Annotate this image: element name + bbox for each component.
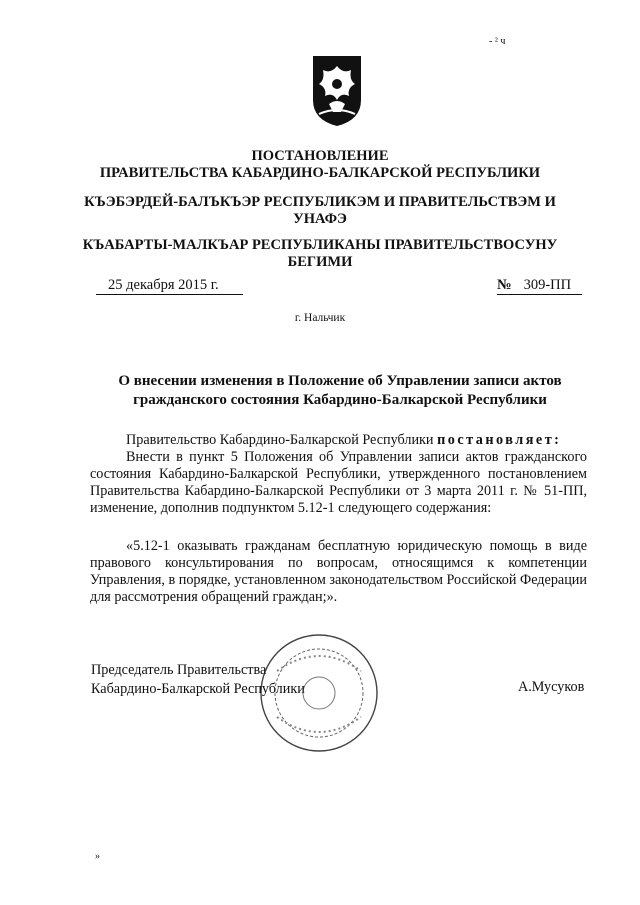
decree-word: постановляет: bbox=[437, 432, 562, 448]
document-city: г. Нальчик bbox=[294, 312, 346, 324]
quoted-subparagraph: «5.12-1 оказывать гражданам бесплатную юридическую помощь в виде правового консультирования по вопросам, относящимся к компетенции Управления, в порядке, установленном законодательством Российской Федерации для рассмотрения обращений граждан;». bbox=[90, 538, 587, 605]
kbr-coat-of-arms-icon bbox=[311, 54, 363, 128]
document-title: О внесении изменения в Положение об Управлении записи актов гражданского состояния Кабардино-Балкарской Республики bbox=[118, 373, 562, 408]
number-sign: № bbox=[497, 277, 512, 293]
document-date: 25 декабря 2015 г. bbox=[96, 277, 243, 295]
document-number bbox=[497, 277, 582, 295]
document-type: ПОСТАНОВЛЕНИЕ bbox=[251, 148, 389, 164]
scan-mark-bottom: » bbox=[95, 851, 100, 862]
signatory-position: Председатель Правительства Кабардино-Балкарской Республики bbox=[91, 662, 305, 697]
government-name-ru: ПРАВИТЕЛЬСТВА КАБАРДИНО-БАЛКАРСКОЙ РЕСПУБЛИКИ bbox=[99, 165, 541, 181]
signatory-name: А.Мусуков bbox=[518, 679, 585, 695]
preamble: Правительство Кабардино-Балкарской Республики постановляет: bbox=[126, 432, 562, 448]
government-name-kbd: КЪЭБЭРДЕЙ-БАЛЪКЪЭР РЕСПУБЛИКЭМ И ПРАВИТЕЛЬСТВЭМ И УНАФЭ bbox=[84, 194, 556, 227]
scan-mark-top: - ² ч bbox=[489, 36, 506, 47]
number-value: 309-ПП bbox=[523, 277, 572, 293]
paragraph-1: Внести в пункт 5 Положения об Управлении записи актов гражданского состояния Кабардино-Балкарской Республики, утвержденного постановлением Правительства Кабардино-Балкарской Республики от 3 марта 2011 г. № 51-ПП, изменение, дополнив подпунктом 5.12-1 следующего содержания: bbox=[90, 449, 587, 516]
government-name-krc: КЪАБАРТЫ-МАЛКЪАР РЕСПУБЛИКАНЫ ПРАВИТЕЛЬСТВОСУНУ БЕГИМИ bbox=[82, 237, 558, 270]
document-header bbox=[0, 148, 640, 182]
